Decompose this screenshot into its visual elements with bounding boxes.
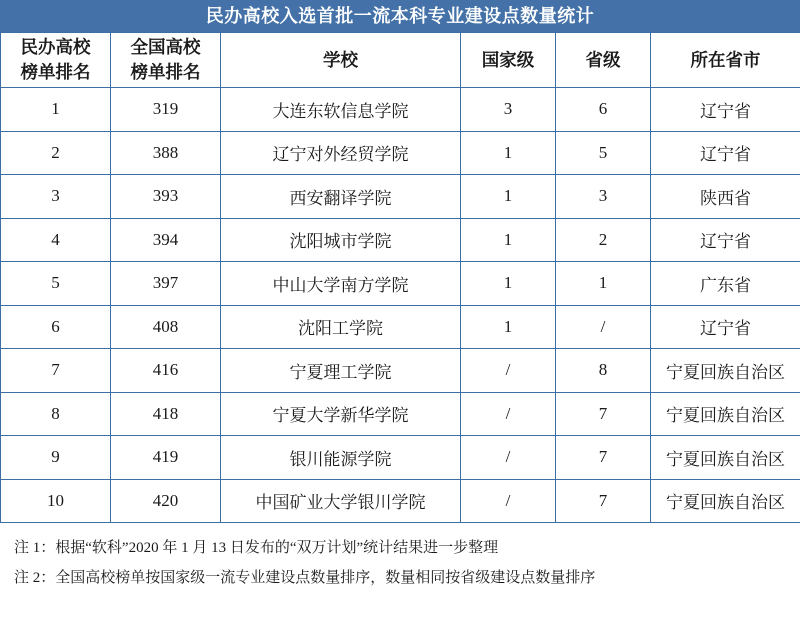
cell-private-rank: 6 [1, 305, 111, 349]
cell-school: 宁夏理工学院 [221, 349, 461, 393]
cell-province: 辽宁省 [651, 218, 800, 262]
table-row [1, 88, 800, 132]
cell-province: 辽宁省 [651, 88, 800, 132]
table-row [1, 392, 800, 436]
cell-school: 大连东软信息学院 [221, 88, 461, 132]
cell-provincial-level: 7 [556, 392, 651, 436]
cell-school: 中国矿业大学银川学院 [221, 479, 461, 523]
table-row [1, 131, 800, 175]
table-row [1, 262, 800, 306]
cell-national-level: 1 [461, 131, 556, 175]
cell-private-rank: 10 [1, 479, 111, 523]
cell-private-rank: 8 [1, 392, 111, 436]
cell-private-rank: 5 [1, 262, 111, 306]
table-row [1, 218, 800, 262]
cell-national-rank: 419 [111, 436, 221, 480]
cell-national-level: 1 [461, 218, 556, 262]
table-row [1, 305, 800, 349]
column-header-province: 所在省市 [651, 33, 800, 88]
cell-province: 广东省 [651, 262, 800, 306]
cell-provincial-level: 2 [556, 218, 651, 262]
table-row [1, 175, 800, 219]
cell-national-level: 1 [461, 305, 556, 349]
cell-private-rank: 3 [1, 175, 111, 219]
column-header-national-level: 国家级 [461, 33, 556, 88]
table-row [1, 479, 800, 523]
table-row [1, 349, 800, 393]
cell-private-rank: 1 [1, 88, 111, 132]
cell-school: 银川能源学院 [221, 436, 461, 480]
cell-provincial-level: 3 [556, 175, 651, 219]
column-header-private-rank: 民办高校 榜单排名 [1, 33, 111, 88]
cell-province: 宁夏回族自治区 [651, 436, 800, 480]
note-1: 注 1：根据“软科”2020 年 1 月 13 日发布的“双万计划”统计结果进一步整理 [14, 540, 499, 556]
column-header-national-rank: 全国高校 榜单排名 [111, 33, 221, 88]
cell-province: 陕西省 [651, 175, 800, 219]
cell-national-rank: 319 [111, 88, 221, 132]
cell-national-rank: 416 [111, 349, 221, 393]
cell-province: 宁夏回族自治区 [651, 392, 800, 436]
cell-national-level: / [461, 479, 556, 523]
cell-national-rank: 397 [111, 262, 221, 306]
cell-school: 辽宁对外经贸学院 [221, 131, 461, 175]
cell-national-level: 1 [461, 262, 556, 306]
cell-private-rank: 2 [1, 131, 111, 175]
cell-province: 辽宁省 [651, 305, 800, 349]
statistics-table [0, 32, 800, 523]
cell-national-level: / [461, 349, 556, 393]
table-row [1, 436, 800, 480]
cell-national-rank: 394 [111, 218, 221, 262]
cell-national-level: / [461, 436, 556, 480]
cell-provincial-level: 5 [556, 131, 651, 175]
cell-school: 沈阳城市学院 [221, 218, 461, 262]
cell-national-rank: 418 [111, 392, 221, 436]
cell-school: 西安翻译学院 [221, 175, 461, 219]
column-header-provincial-level: 省级 [556, 33, 651, 88]
table-notes [0, 523, 800, 593]
cell-private-rank: 4 [1, 218, 111, 262]
cell-provincial-level: 1 [556, 262, 651, 306]
table-title: 民办高校入选首批一流本科专业建设点数量统计 [0, 0, 800, 32]
cell-provincial-level: 7 [556, 479, 651, 523]
table-header-row [1, 33, 800, 88]
cell-private-rank: 7 [1, 349, 111, 393]
cell-provincial-level: 6 [556, 88, 651, 132]
cell-school: 中山大学南方学院 [221, 262, 461, 306]
cell-national-rank: 393 [111, 175, 221, 219]
cell-provincial-level: 8 [556, 349, 651, 393]
cell-national-rank: 388 [111, 131, 221, 175]
cell-private-rank: 9 [1, 436, 111, 480]
cell-province: 宁夏回族自治区 [651, 479, 800, 523]
note-2: 注 2：全国高校榜单按国家级一流专业建设点数量排序，数量相同按省级建设点数量排序 [14, 570, 596, 586]
cell-provincial-level: 7 [556, 436, 651, 480]
column-header-school: 学校 [221, 33, 461, 88]
cell-national-level: 1 [461, 175, 556, 219]
cell-national-level: 3 [461, 88, 556, 132]
cell-province: 辽宁省 [651, 131, 800, 175]
cell-provincial-level: / [556, 305, 651, 349]
cell-national-rank: 408 [111, 305, 221, 349]
cell-national-rank: 420 [111, 479, 221, 523]
cell-province: 宁夏回族自治区 [651, 349, 800, 393]
cell-school: 宁夏大学新华学院 [221, 392, 461, 436]
cell-national-level: / [461, 392, 556, 436]
cell-school: 沈阳工学院 [221, 305, 461, 349]
